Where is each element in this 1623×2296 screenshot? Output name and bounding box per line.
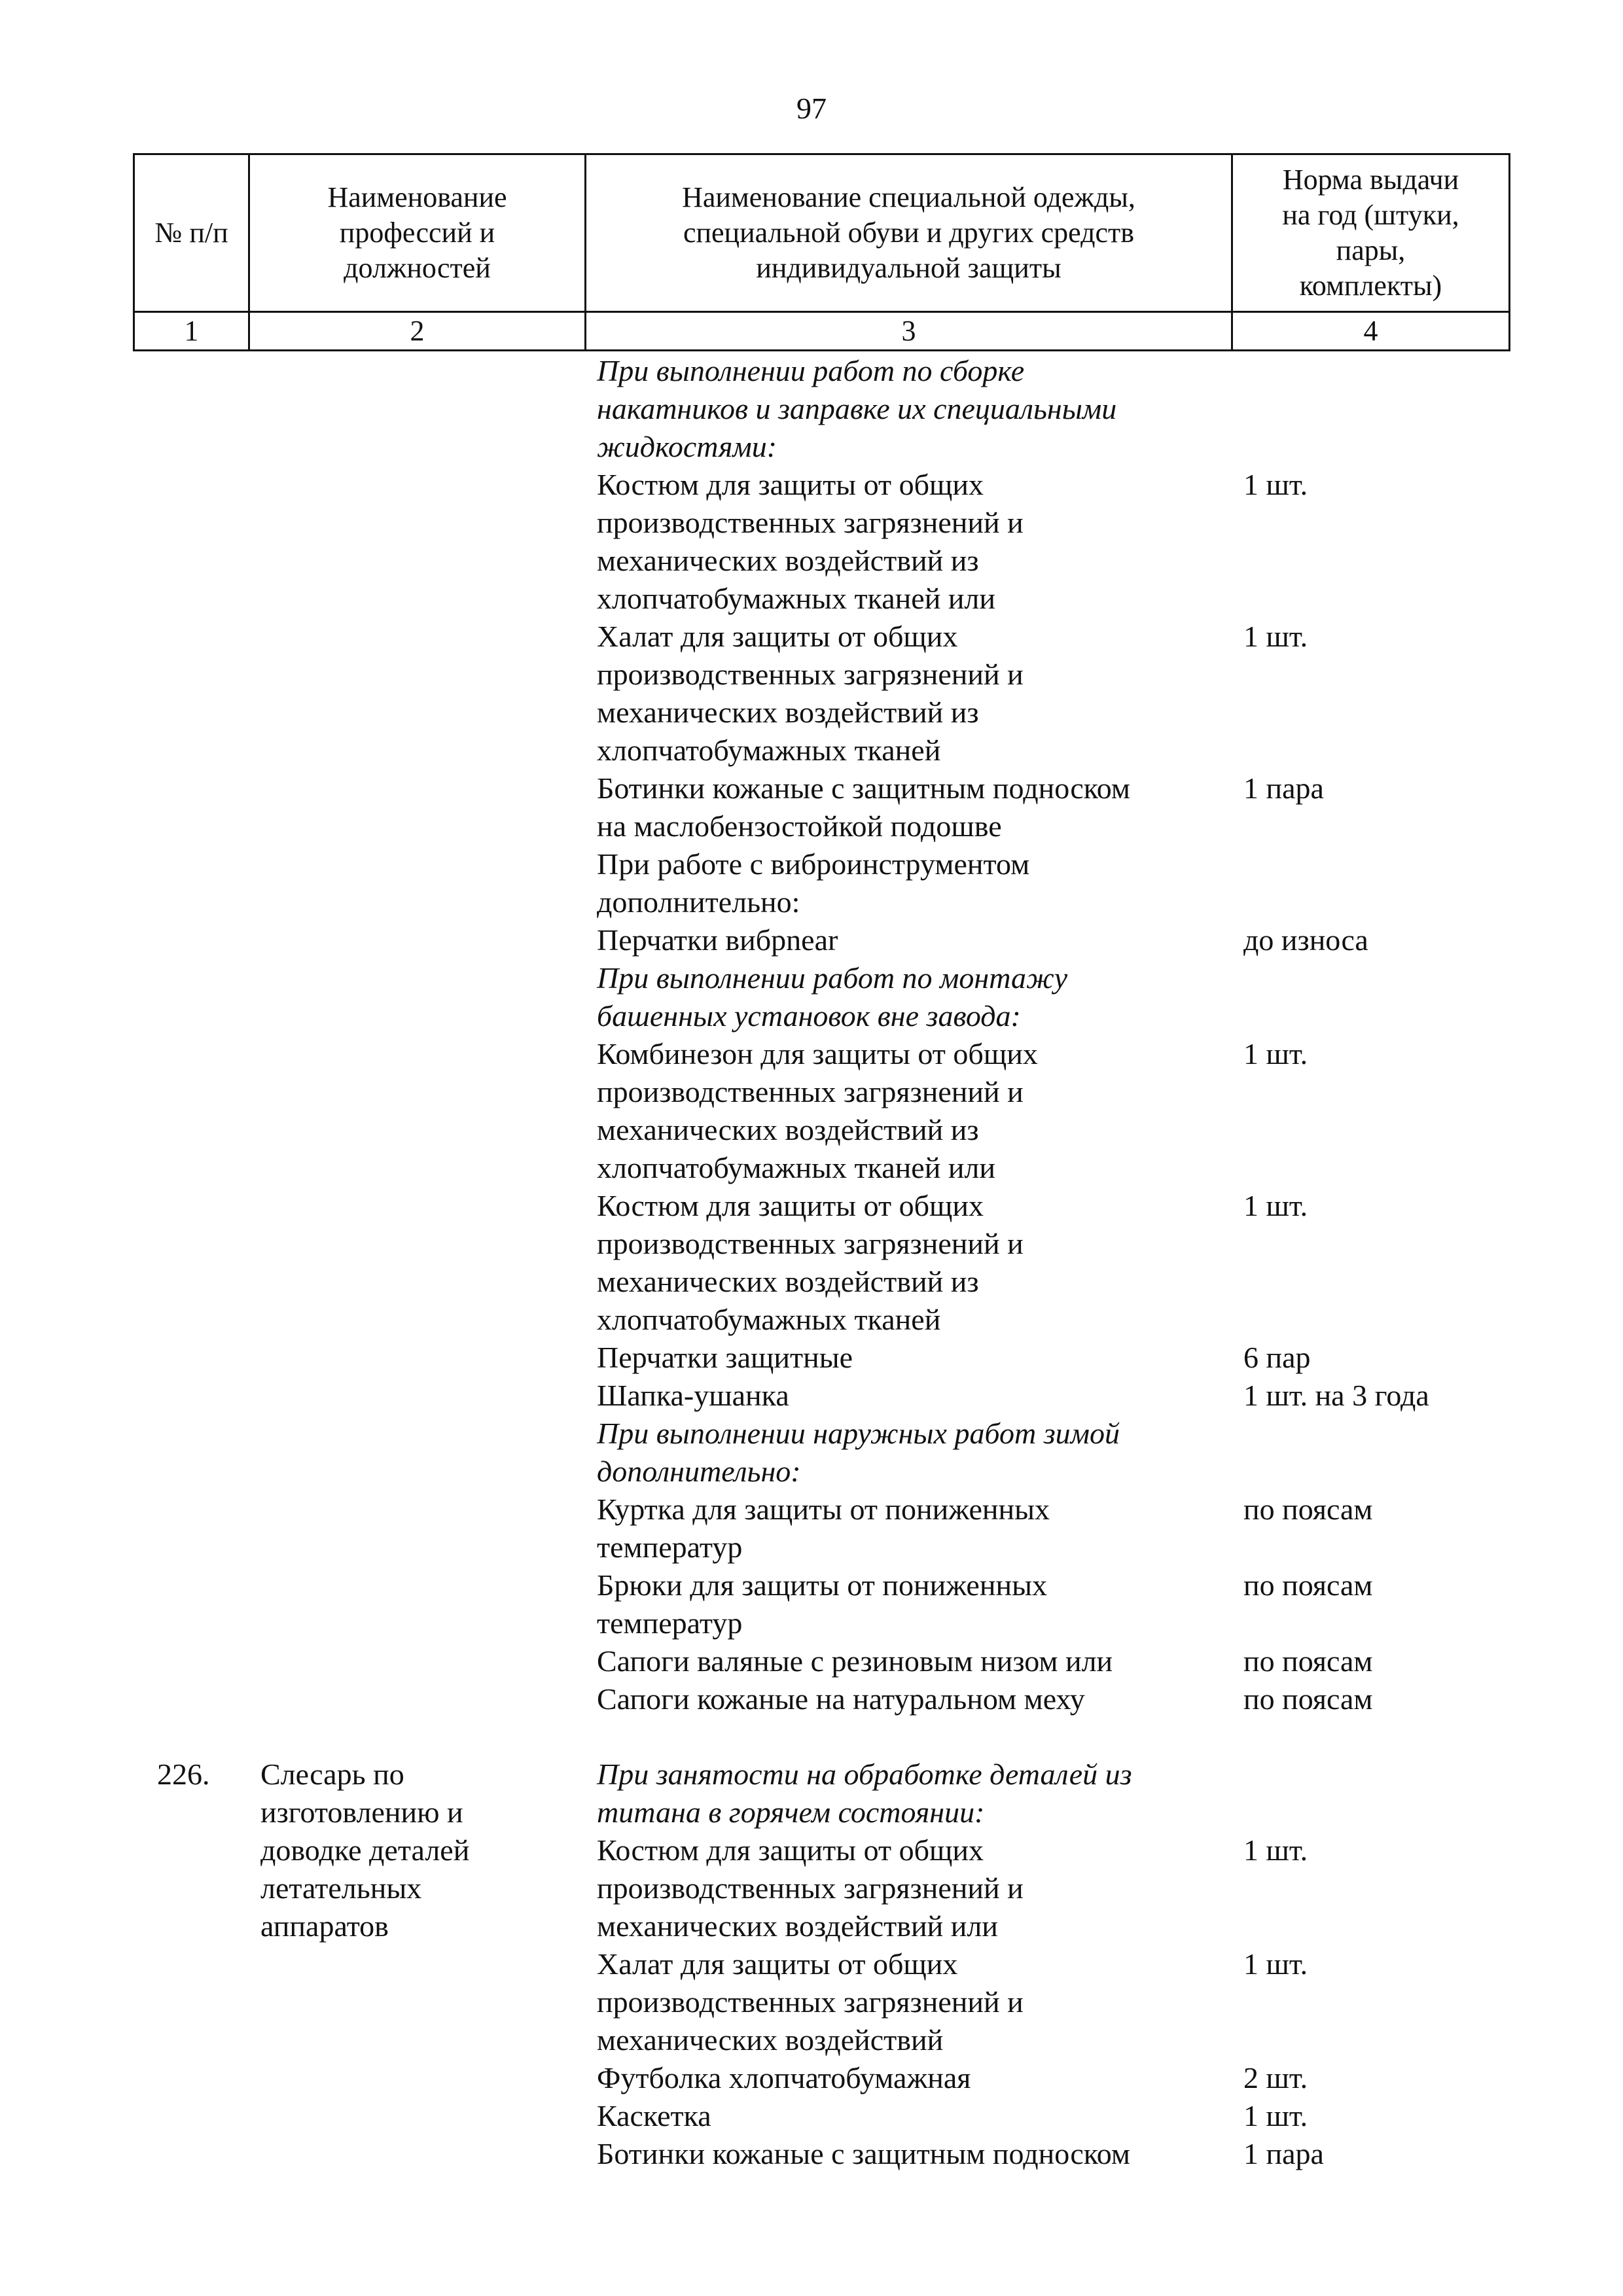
item-line: механических воздействий из — [597, 544, 979, 577]
section-heading: титана в горячем состоянии: — [597, 1795, 985, 1829]
section-heading: При выполнении наружных работ зимой — [597, 1417, 1120, 1450]
section-heading: жидкостями: — [597, 430, 777, 463]
section-heading: При выполнении работ по сборке — [597, 354, 1025, 387]
item-line: Футболка хлопчатобумажная — [597, 2061, 971, 2094]
item-line: хлопчатобумажных тканей — [597, 733, 941, 767]
item-line: Костюм для защиты от общих — [597, 1833, 984, 1867]
item-norm: 1 пара — [1243, 771, 1324, 805]
item-norm: по поясам — [1243, 1644, 1373, 1678]
header-text-line: Наименование специальной одежды, — [682, 181, 1135, 213]
header-text-line: комплекты) — [1299, 270, 1442, 302]
header-norm-column — [1232, 154, 1510, 312]
header-profession-column — [249, 154, 586, 312]
item-line: хлопчатобумажных тканей — [597, 1303, 941, 1336]
column-number: 4 — [1232, 312, 1510, 351]
item-line: Комбинезон для защиты от общих — [597, 1037, 1038, 1070]
item-line: Халат для защиты от общих — [597, 620, 958, 653]
item-norm: 1 шт. — [1243, 1037, 1308, 1070]
section-heading: При занятости на обработке деталей из — [597, 1757, 1132, 1791]
item-line: механических воздействий из — [597, 1265, 979, 1298]
item-line: температур — [597, 1530, 743, 1564]
header-text-line: индивидуальной защиты — [756, 252, 1061, 284]
item-line: хлопчатобумажных тканей или — [597, 582, 996, 615]
item-line: производственных загрязнений и — [597, 1227, 1024, 1260]
header-text-line: профессий и — [339, 217, 495, 249]
profession-line: аппаратов — [260, 1909, 389, 1943]
item-norm: по поясам — [1243, 1568, 1373, 1602]
profession-line: изготовлению и — [260, 1795, 463, 1829]
item-line: При работе с виброинструментом — [597, 847, 1030, 881]
item-norm: 1 шт. — [1243, 2099, 1308, 2132]
header-text-line: на год (штуки, — [1282, 199, 1459, 231]
item-line: температур — [597, 1606, 743, 1640]
item-line: Сапоги кожаные на натуральном меху — [597, 1682, 1085, 1716]
item-line: Костюм для защиты от общих — [597, 468, 984, 501]
item-norm: 6 пар — [1243, 1341, 1311, 1374]
profession-line: доводке деталей — [260, 1833, 470, 1867]
column-number: 3 — [586, 312, 1232, 351]
item-norm: по поясам — [1243, 1682, 1373, 1716]
item-line: на маслобензостойкой подошве — [597, 809, 1002, 843]
item-norm: 1 пара — [1243, 2137, 1324, 2170]
item-line: Халат для защиты от общих — [597, 1947, 958, 1981]
header-text-line: должностей — [344, 252, 491, 284]
item-line: Перчатки вибрnear — [597, 923, 838, 957]
page-number: 97 — [796, 92, 827, 125]
column-number: 1 — [134, 312, 249, 351]
section-heading: дополнительно: — [597, 1455, 801, 1488]
item-norm: 1 шт. — [1243, 620, 1308, 653]
table-header — [133, 153, 1510, 351]
item-line: Каскетка — [597, 2099, 711, 2132]
item-line: механических воздействий из — [597, 696, 979, 729]
item-norm: 1 шт. — [1243, 1189, 1308, 1222]
item-line: Костюм для защиты от общих — [597, 1189, 984, 1222]
item-line: производственных загрязнений и — [597, 658, 1024, 691]
column-number: 2 — [249, 312, 586, 351]
header-text-line: Норма выдачи — [1282, 164, 1459, 196]
item-norm: 1 шт. — [1243, 1833, 1308, 1867]
header-equipment-column — [586, 154, 1232, 312]
section-heading: При выполнении работ по монтажу — [597, 961, 1068, 995]
header-number-column: № п/п — [134, 154, 249, 312]
item-line: Шапка-ушанка — [597, 1379, 789, 1412]
item-line: производственных загрязнений и — [597, 1871, 1024, 1905]
header-text-line: Наименование — [327, 181, 507, 213]
item-line: механических воздействий или — [597, 1909, 998, 1943]
item-norm: 2 шт. — [1243, 2061, 1308, 2094]
item-norm: по поясам — [1243, 1492, 1373, 1526]
section-heading: накатников и заправке их специальными — [597, 392, 1117, 425]
section-heading: башенных установок вне завода: — [597, 999, 1021, 1033]
item-line: Брюки для защиты от пониженных — [597, 1568, 1047, 1602]
item-line: дополнительно: — [597, 885, 800, 919]
item-line: производственных загрязнений и — [597, 1075, 1024, 1108]
item-norm: 1 шт. — [1243, 1947, 1308, 1981]
item-line: Ботинки кожаные с защитным подноском — [597, 771, 1131, 805]
item-line: производственных загрязнений и — [597, 506, 1024, 539]
profession-line: Слесарь по — [260, 1757, 404, 1791]
header-text-line: специальной обуви и других средств — [683, 217, 1135, 249]
entry-number: 226. — [157, 1757, 210, 1791]
item-norm: до износа — [1243, 923, 1368, 957]
header-text-line: пары, — [1336, 234, 1406, 266]
item-line: Перчатки защитные — [597, 1341, 853, 1374]
item-line: механических воздействий — [597, 2023, 944, 2057]
item-line: Сапоги валяные с резиновым низом или — [597, 1644, 1113, 1678]
item-line: производственных загрязнений и — [597, 1985, 1024, 2019]
item-line: Ботинки кожаные с защитным подноском — [597, 2137, 1131, 2170]
item-line: механических воздействий из — [597, 1113, 979, 1146]
profession-line: летательных — [260, 1871, 422, 1905]
item-norm: 1 шт. на 3 года — [1243, 1379, 1429, 1412]
item-line: хлопчатобумажных тканей или — [597, 1151, 996, 1184]
item-line: Куртка для защиты от пониженных — [597, 1492, 1050, 1526]
item-norm: 1 шт. — [1243, 468, 1308, 501]
